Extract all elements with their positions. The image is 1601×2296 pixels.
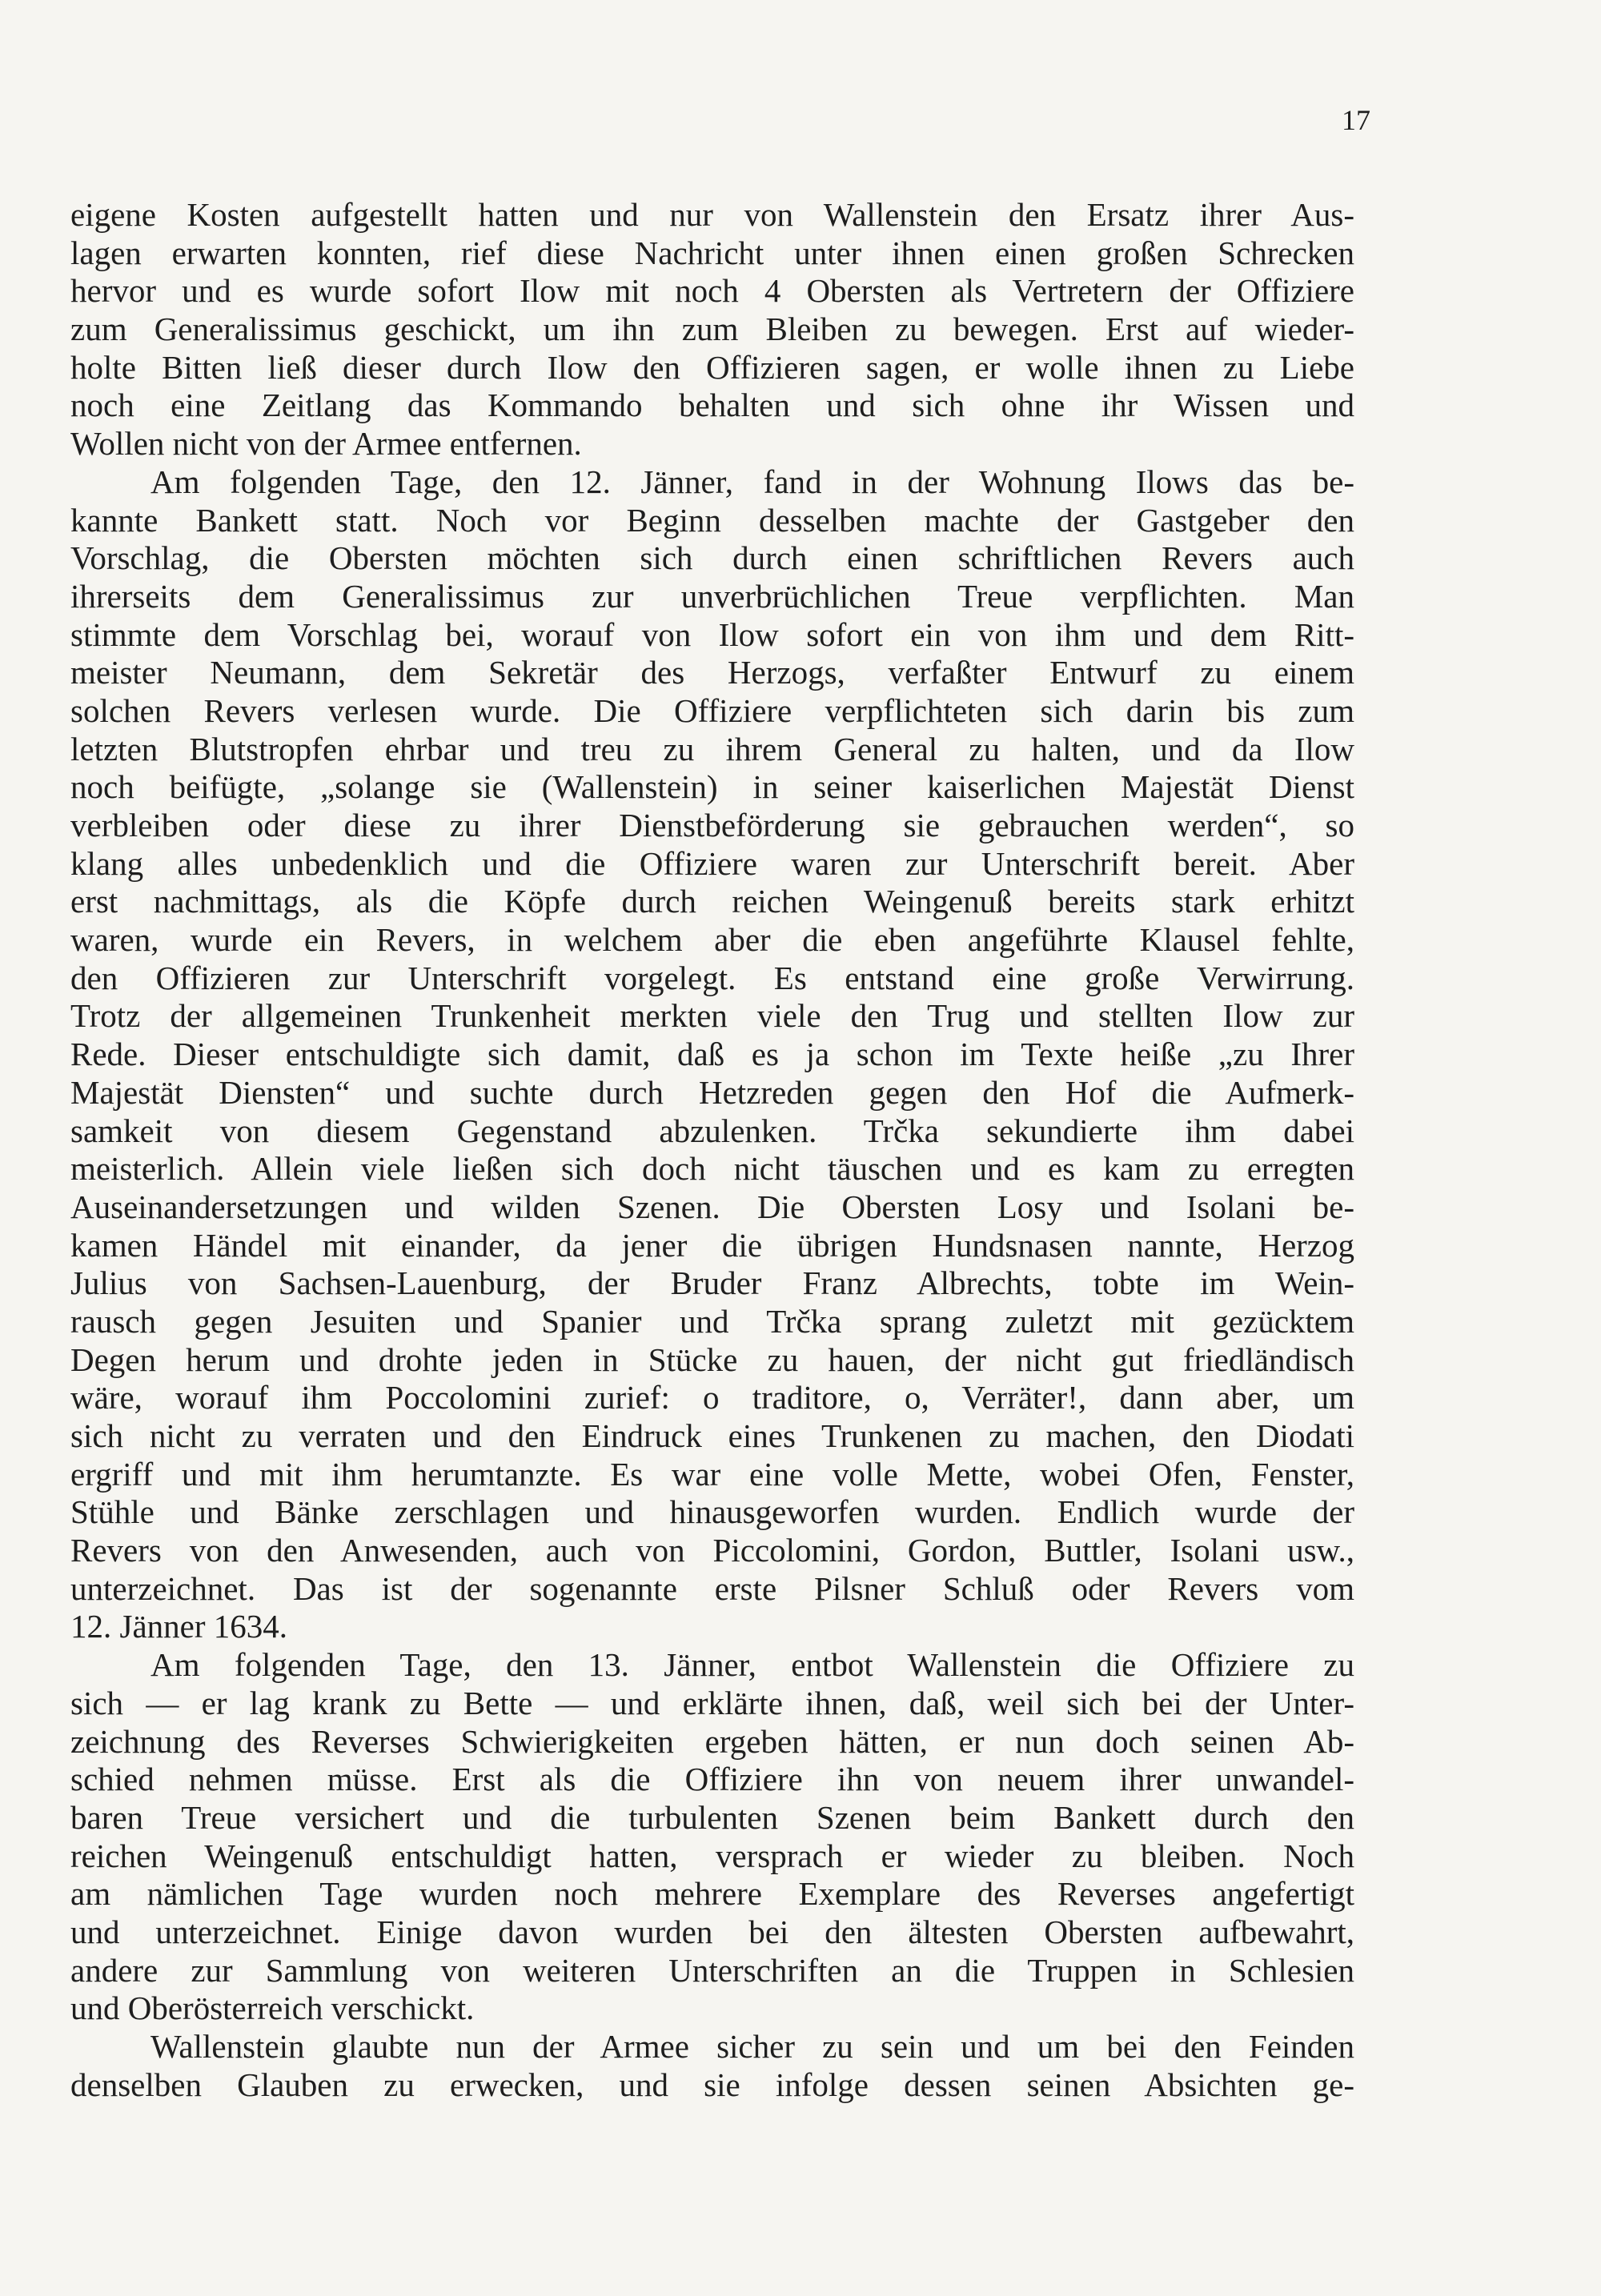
text-line: kamen Händel mit einander, da jener die übrigen Hundsnasen nannte, Herzog bbox=[70, 1226, 1354, 1264]
paragraph bbox=[70, 1646, 1354, 2028]
text-line: ihrerseits dem Generalissimus zur unverbrüchlichen Treue verpflichten. Man bbox=[70, 577, 1354, 615]
text-line: Auseinandersetzungen und wilden Szenen. Die Obersten Losy und Isolani be- bbox=[70, 1188, 1354, 1225]
text-line: schied nehmen müsse. Erst als die Offiziere ihn von neuem ihrer unwandel- bbox=[70, 1761, 1354, 1798]
text-line: klang alles unbedenklich und die Offiziere waren zur Unterschrift bereit. Aber bbox=[70, 844, 1354, 882]
text-line: letzten Blutstropfen ehrbar und treu zu ihrem General zu halten, und da Ilow bbox=[70, 730, 1354, 767]
text-line: sich — er lag krank zu Bette — und erklärte ihnen, daß, weil sich bei der Unter- bbox=[70, 1684, 1354, 1721]
text-line: kannte Bankett statt. Noch vor Beginn desselben machte der Gastgeber den bbox=[70, 501, 1354, 539]
text-line: zum Generalissimus geschickt, um ihn zum Bleiben zu bewegen. Erst auf wieder- bbox=[70, 311, 1354, 348]
text-line: baren Treue versichert und die turbulenten Szenen beim Bankett durch den bbox=[70, 1798, 1354, 1836]
text-line: Wallenstein glaubte nun der Armee sicher zu sein und um bei den Feinden bbox=[150, 2028, 1354, 2065]
text-line: Degen herum und drohte jeden in Stücke zu hauen, der nicht gut friedländisch bbox=[70, 1340, 1354, 1378]
text-line: zeichnung des Reverses Schwierigkeiten ergeben hätten, er nun doch seinen Ab- bbox=[70, 1722, 1354, 1760]
paragraph bbox=[70, 2028, 1354, 2104]
text-line: am nämlichen Tage wurden noch mehrere Exemplare des Reverses angefertigt bbox=[70, 1875, 1354, 1913]
paragraph bbox=[70, 463, 1354, 1646]
paragraph bbox=[70, 196, 1354, 463]
text-line: ergriff und mit ihm herumtanzte. Es war eine volle Mette, wobei Ofen, Fenster, bbox=[70, 1455, 1354, 1493]
text-line: reichen Weingenuß entschuldigt hatten, versprach er wieder zu bleiben. Noch bbox=[70, 1837, 1354, 1874]
text-line: verbleiben oder diese zu ihrer Dienstbeförderung sie gebrauchen werden“, so bbox=[70, 807, 1354, 843]
text-line: denselben Glauben zu erwecken, und sie infolge dessen seinen Absichten ge- bbox=[70, 2066, 1354, 2103]
page-number: 17 bbox=[1342, 104, 1370, 136]
text-line: noch beifügte, „solange sie (Wallenstein) in seiner kaiserlichen Majestät Dienst bbox=[70, 768, 1354, 806]
text-line: eigene Kosten aufgestellt hatten und nur von Wallenstein den Ersatz ihrer Aus- bbox=[70, 196, 1354, 233]
text-line: und Oberösterreich verschickt. bbox=[70, 1989, 475, 2027]
text-line: hervor und es wurde sofort Ilow mit noch 4 Obersten als Vertretern der Offiziere bbox=[70, 272, 1354, 310]
text-line: und unterzeichnet. Einige davon wurden bei den ältesten Obersten aufbewahrt, bbox=[70, 1913, 1354, 1950]
text-line: andere zur Sammlung von weiteren Unterschriften an die Truppen in Schlesien bbox=[70, 1951, 1354, 1989]
text-line: Trotz der allgemeinen Trunkenheit merkten viele den Trug und stellten Ilow zur bbox=[70, 997, 1354, 1035]
text-line: sich nicht zu verraten und den Eindruck eines Trunkenen zu machen, den Diodati bbox=[70, 1417, 1354, 1454]
text-line: Stühle und Bänke zerschlagen und hinausgeworfen wurden. Endlich wurde der bbox=[70, 1493, 1354, 1531]
text-line: Rede. Dieser entschuldigte sich damit, daß es ja schon im Texte heiße „zu Ihrer bbox=[70, 1036, 1354, 1073]
text-line: holte Bitten ließ dieser durch Ilow den Offizieren sagen, er wolle ihnen zu Liebe bbox=[70, 348, 1354, 386]
text-line: meister Neumann, dem Sekretär des Herzogs, verfaßter Entwurf zu einem bbox=[70, 654, 1354, 691]
text-line: Revers von den Anwesenden, auch von Piccolomini, Gordon, Buttler, Isolani usw., bbox=[70, 1532, 1354, 1569]
text-line: lagen erwarten konnten, rief diese Nachricht unter ihnen einen großen Schrecken bbox=[70, 234, 1354, 271]
body-text bbox=[70, 196, 1354, 2104]
text-line: samkeit von diesem Gegenstand abzulenken. Trčka sekundierte ihm dabei bbox=[70, 1112, 1354, 1149]
text-line: Wollen nicht von der Armee entfernen. bbox=[70, 425, 582, 463]
text-line: Majestät Diensten“ und suchte durch Hetzreden gegen den Hof die Aufmerk- bbox=[70, 1073, 1354, 1111]
text-line: Am folgenden Tage, den 12. Jänner, fand in der Wohnung Ilows das be- bbox=[150, 463, 1354, 500]
text-line: unterzeichnet. Das ist der sogenannte erste Pilsner Schluß oder Revers vom bbox=[70, 1569, 1354, 1607]
text-line: Julius von Sachsen-Lauenburg, der Bruder Franz Albrechts, tobte im Wein- bbox=[70, 1264, 1354, 1302]
text-line: Vorschlag, die Obersten möchten sich durch einen schriftlichen Revers auch bbox=[70, 539, 1354, 577]
text-line: waren, wurde ein Revers, in welchem aber die eben angeführte Klausel fehlte, bbox=[70, 921, 1354, 959]
text-line: rausch gegen Jesuiten und Spanier und Trčka sprang zuletzt mit gezücktem bbox=[70, 1302, 1354, 1340]
text-line: meisterlich. Allein viele ließen sich doch nicht täuschen und es kam zu erregten bbox=[70, 1150, 1354, 1188]
text-line: den Offizieren zur Unterschrift vorgelegt. Es entstand eine große Verwirrung. bbox=[70, 959, 1354, 996]
text-line: Am folgenden Tage, den 13. Jänner, entbot Wallenstein die Offiziere zu bbox=[150, 1646, 1354, 1684]
text-line: erst nachmittags, als die Köpfe durch reichen Weingenuß bereits stark erhitzt bbox=[70, 883, 1354, 920]
text-line: wäre, worauf ihm Poccolomini zurief: o traditore, o, Verräter!, dann aber, um bbox=[70, 1379, 1354, 1416]
text-line: noch eine Zeitlang das Kommando behalten und sich ohne ihr Wissen und bbox=[70, 387, 1354, 424]
text-line: stimmte dem Vorschlag bei, worauf von Ilow sofort ein von ihm und dem Ritt- bbox=[70, 615, 1354, 653]
text-line: 12. Jänner 1634. bbox=[70, 1608, 288, 1645]
text-line: solchen Revers verlesen wurde. Die Offiziere verpflichteten sich darin bis zum bbox=[70, 691, 1354, 729]
